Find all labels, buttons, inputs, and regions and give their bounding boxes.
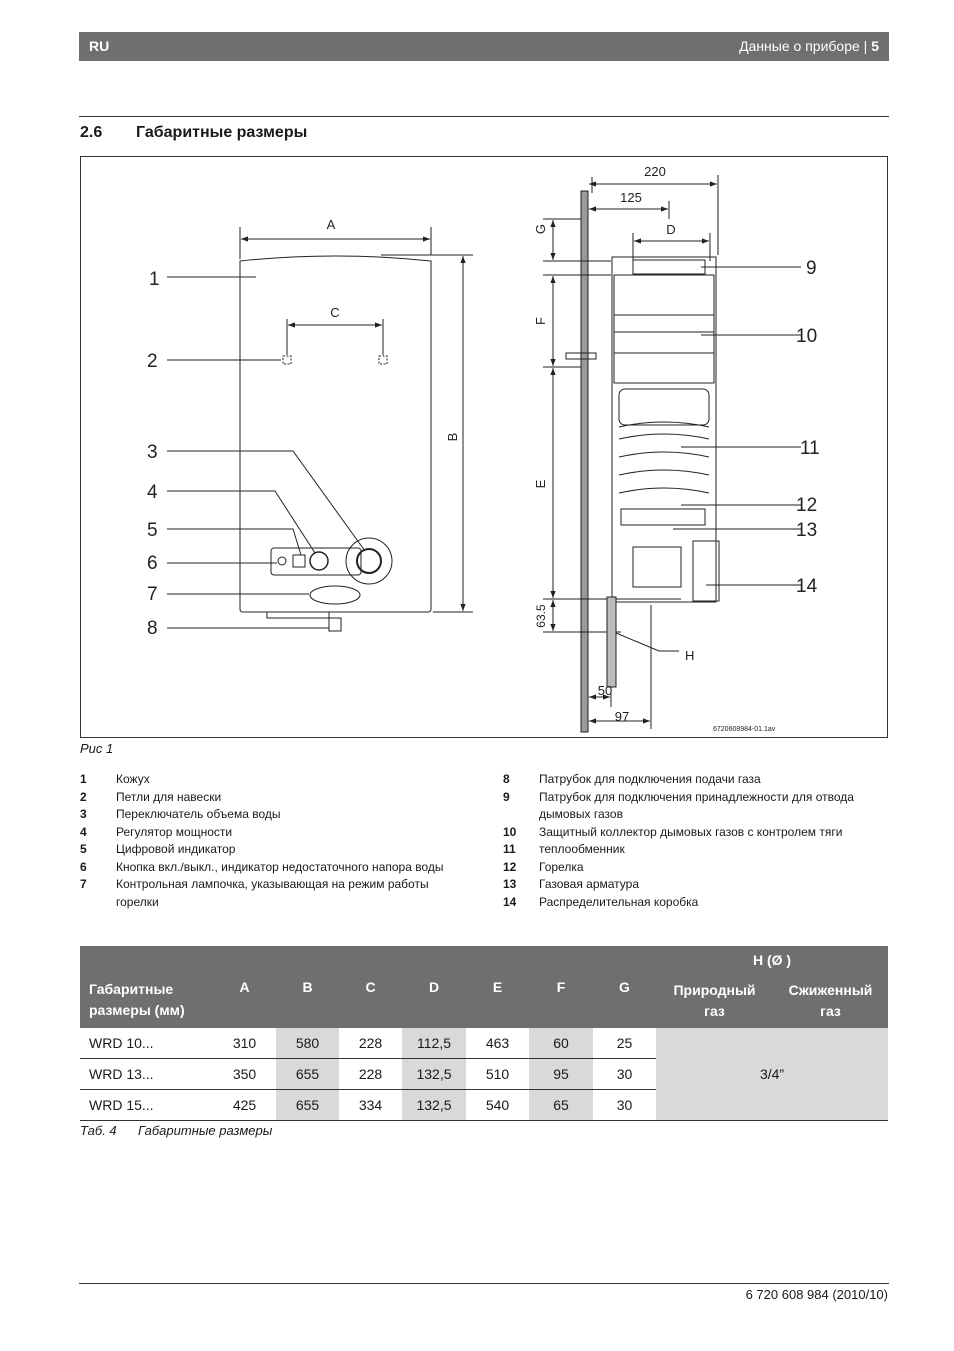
flue-connection bbox=[633, 260, 705, 274]
callout-14: 14 bbox=[796, 576, 818, 597]
legend-right bbox=[503, 771, 888, 911]
table-header-c: C bbox=[339, 946, 402, 1028]
label-h: H bbox=[685, 648, 695, 663]
label-125: 125 bbox=[620, 190, 642, 205]
label-63: 63.5 bbox=[534, 604, 548, 628]
dimension-drawing bbox=[81, 157, 889, 739]
legend-item: 13 Газовая арматура bbox=[503, 877, 640, 891]
callout-11: 11 bbox=[800, 438, 820, 459]
water-volume-knob-ring bbox=[346, 538, 392, 584]
table-header-g: G bbox=[593, 946, 656, 1028]
hanging-loop-right bbox=[379, 356, 387, 364]
table-header-h: H (Ø ) bbox=[656, 946, 888, 974]
label-g: G bbox=[533, 223, 548, 235]
legend-item: 10 Защитный коллектор дымовых газов с контролем тяги bbox=[503, 824, 843, 839]
legend-item: 9 Патрубок для подключения принадлежности для отвода дымовых газов bbox=[503, 789, 854, 821]
callout-1: 1 bbox=[149, 269, 160, 290]
burner-lamp-window bbox=[310, 586, 360, 604]
wall bbox=[581, 191, 588, 732]
label-50: 50 bbox=[597, 683, 613, 698]
table-row: WRD 10... 310 580 228 112,5 463 60 25 3/4” bbox=[80, 1028, 888, 1059]
footer-rule bbox=[79, 1283, 889, 1284]
callout-4: 4 bbox=[147, 482, 158, 503]
side-body bbox=[612, 257, 716, 602]
label-c: C bbox=[330, 305, 340, 320]
callout-5: 5 bbox=[147, 520, 158, 541]
label-97: 97 bbox=[614, 709, 630, 724]
junction-box bbox=[693, 541, 719, 601]
legend-item: 14 Распределительная коробка bbox=[503, 894, 699, 909]
table-header-natural-gas: Природный газ bbox=[656, 974, 773, 1028]
label-d: D bbox=[666, 222, 676, 237]
legend-item: 8 Патрубок для подключения подачи газа bbox=[503, 772, 761, 786]
legend-left bbox=[80, 771, 460, 911]
burner bbox=[621, 509, 705, 525]
document-number: 6 720 608 984 (2010/10) bbox=[745, 1287, 888, 1302]
gas-connection bbox=[329, 618, 341, 631]
on-off-button bbox=[278, 557, 286, 565]
label-b: B bbox=[445, 432, 460, 442]
legend-item: 4 Регулятор мощности bbox=[80, 824, 233, 839]
figure-caption: Рис 1 bbox=[80, 741, 114, 756]
digital-display bbox=[293, 555, 305, 567]
legend-item: 1 Кожух bbox=[80, 772, 150, 786]
callout-8: 8 bbox=[147, 618, 158, 639]
table-header-f: F bbox=[529, 946, 593, 1028]
legend-item: 6 Кнопка вкл./выкл., индикатор недостаточного напора воды bbox=[80, 859, 444, 874]
legend-item: 12 Горелка bbox=[503, 859, 584, 874]
callout-6: 6 bbox=[147, 553, 158, 574]
heat-exchanger bbox=[619, 422, 709, 493]
callout-7: 7 bbox=[147, 584, 158, 605]
page-header bbox=[79, 32, 889, 61]
header-title: Данные о приборе | 5 bbox=[739, 38, 879, 54]
figure-code: 6720608984-01.1av bbox=[713, 726, 776, 733]
section-rule bbox=[79, 116, 889, 117]
power-knob bbox=[310, 552, 328, 570]
legend-item: 7 Контрольная лампочка, указывающая на режим работы горелки bbox=[80, 877, 429, 909]
dimensions-table bbox=[80, 946, 888, 1121]
table-header-a: A bbox=[213, 946, 276, 1028]
callout-2: 2 bbox=[147, 351, 158, 372]
table-header-d: D bbox=[402, 946, 466, 1028]
callout-12: 12 bbox=[796, 495, 818, 516]
table-header-b: B bbox=[276, 946, 339, 1028]
callout-13: 13 bbox=[796, 520, 818, 541]
legend-item: 3 Переключатель объема воды bbox=[80, 807, 281, 821]
dimension-figure bbox=[80, 156, 888, 738]
h-value: 3/4” bbox=[656, 1028, 888, 1121]
label-a: A bbox=[326, 217, 336, 232]
label-220: 220 bbox=[644, 164, 666, 179]
hanging-loop-left bbox=[283, 356, 291, 364]
gas-pipe bbox=[607, 597, 616, 687]
table-caption: Таб. 4 Габаритные размеры bbox=[80, 1123, 273, 1138]
section-heading: 2.6 Габаритные размеры bbox=[80, 124, 308, 141]
callout-3: 3 bbox=[147, 442, 158, 463]
label-f: F bbox=[533, 317, 548, 325]
language-code: RU bbox=[89, 38, 110, 54]
callout-9: 9 bbox=[806, 258, 817, 279]
flue-collector bbox=[614, 275, 714, 383]
legend-item: 2 Петли для навески bbox=[80, 789, 222, 804]
table-row: WRD 13... 350 655 228 132,5 510 95 30 bbox=[80, 1059, 888, 1090]
gas-valve bbox=[633, 547, 681, 587]
legend-item: 11 теплообменник bbox=[503, 842, 625, 856]
callout-10: 10 bbox=[796, 326, 818, 347]
table-header-e: E bbox=[466, 946, 529, 1028]
table-row: WRD 15... 425 655 334 132,5 540 65 30 bbox=[80, 1090, 888, 1121]
table-header-dims: Габаритные размеры (мм) bbox=[80, 946, 213, 1028]
table-header-lpg: Сжиженный газ bbox=[773, 974, 888, 1028]
legend-item: 5 Цифровой индикатор bbox=[80, 842, 236, 856]
label-e: E bbox=[533, 479, 548, 489]
